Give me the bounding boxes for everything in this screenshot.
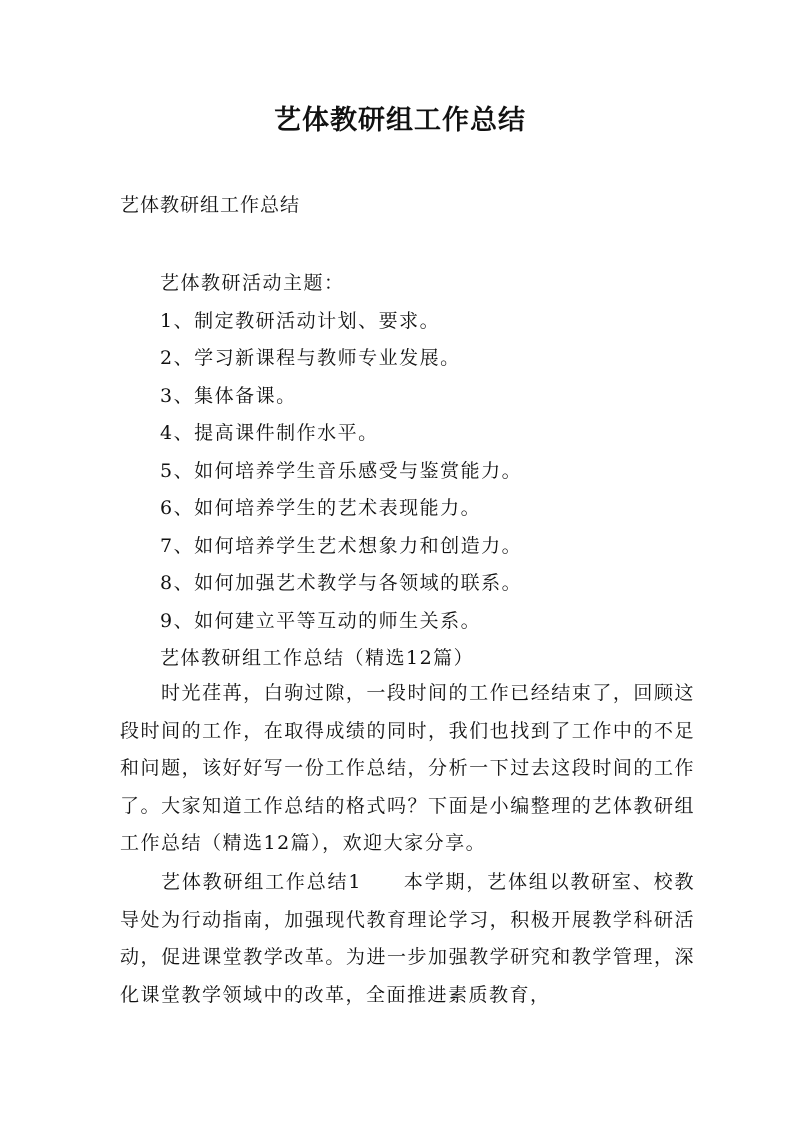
- topics-section: [160, 265, 720, 678]
- theme-heading: 艺体教研活动主题：: [160, 272, 345, 294]
- collection-heading: 艺体教研组工作总结（精选12篇）: [160, 647, 475, 669]
- topic-item: 5、如何培养学生音乐感受与鉴赏能力。: [160, 459, 523, 482]
- page-title: 艺体教研组工作总结: [274, 105, 526, 136]
- topic-item: 4、提高课件制作水平。: [160, 422, 379, 444]
- topic-item: 9、如何建立平等互动的师生关系。: [160, 609, 482, 632]
- article-paragraph: 艺体教研组工作总结1 本学期，艺体组以教研室、校教导处为行动指南，加强现代教育理论学习，积极开展教学科研活动，促进课堂教学改革。为进一步加强教学研究和教学管理，深化课堂教学领域中的改革，全面推进素质教育，: [120, 871, 695, 1006]
- topic-item: 1、制定教研活动计划、要求。: [160, 309, 441, 332]
- document-subtitle: 艺体教研组工作总结: [120, 194, 301, 216]
- topic-item: 6、如何培养学生的艺术表现能力。: [160, 497, 482, 519]
- topic-item: 8、如何加强艺术教学与各领域的联系。: [160, 572, 523, 594]
- topic-item: 2、学习新课程与教师专业发展。: [160, 347, 461, 369]
- topic-item: 3、集体备课。: [160, 384, 297, 407]
- topic-item: 7、如何培养学生艺术想象力和创造力。: [160, 534, 523, 557]
- intro-section: [120, 675, 695, 863]
- intro-paragraph: 时光荏苒，白驹过隙，一段时间的工作已经结束了，回顾这段时间的工作，在取得成绩的同时，我们也找到了工作中的不足和问题，该好好写一份工作总结，分析一下过去这段时间的工作了。大家知道工作总结的格式吗？下面是小编整理的艺体教研组工作总结（精选12篇），欢迎大家分享。: [120, 682, 695, 854]
- article-section: [120, 864, 695, 1014]
